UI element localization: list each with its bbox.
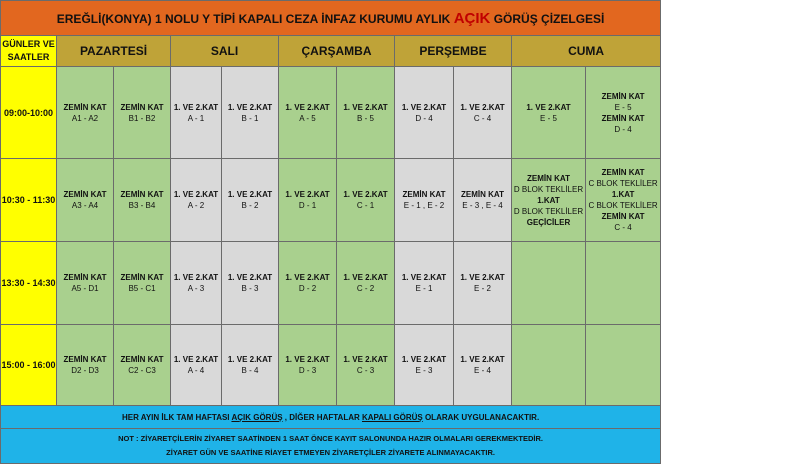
cell-ward: A5 - D1 bbox=[71, 284, 99, 293]
cell-ward: B - 1 bbox=[241, 113, 259, 123]
cell-floor-3: ZEMİN KAT bbox=[601, 212, 645, 221]
cell-floor: 1. VE 2.KAT bbox=[285, 102, 330, 112]
cell-ward: A3 - A4 bbox=[71, 201, 99, 210]
title-prefix: EREĞLİ(KONYA) 1 NOLU Y TİPİ KAPALI CEZA İNFAZ KURUMU AYLIK bbox=[56, 11, 454, 26]
notice-open-visit: AÇIK GÖRÜŞ bbox=[231, 412, 283, 422]
schedule-cell bbox=[586, 159, 661, 242]
schedule-cell bbox=[114, 242, 171, 325]
schedule-cell bbox=[114, 67, 171, 159]
corner-line-2: SAATLER bbox=[7, 52, 50, 62]
cell-floor: 1. VE 2.KAT bbox=[285, 355, 330, 364]
cell-floor: ZEMİN KAT bbox=[120, 190, 164, 199]
cell-floor: ZEMİN KAT bbox=[120, 355, 164, 364]
day-header-friday: CUMA bbox=[512, 36, 661, 67]
cell-floor: ZEMİN KAT bbox=[63, 273, 107, 282]
notice-part-2: , DİĞER HAFTALAR bbox=[282, 412, 362, 422]
cell-ward: C BLOK TEKLİLER bbox=[588, 179, 658, 188]
schedule-cell bbox=[171, 242, 222, 325]
cell-floor: ZEMİN KAT bbox=[402, 190, 446, 199]
cell-ward: D - 1 bbox=[298, 201, 317, 210]
cell-ward: D2 - D3 bbox=[71, 366, 99, 375]
schedule-cell bbox=[454, 67, 512, 159]
cell-floor: 1. VE 2.KAT bbox=[285, 190, 330, 199]
cell-floor: ZEMİN KAT bbox=[120, 273, 164, 282]
cell-floor: 1. VE 2.KAT bbox=[526, 102, 571, 112]
schedule-cell bbox=[171, 325, 222, 406]
cell-ward: C - 4 bbox=[473, 113, 492, 123]
cell-ward: C - 2 bbox=[356, 284, 375, 293]
schedule-cell bbox=[395, 159, 454, 242]
schedule-cell bbox=[57, 242, 114, 325]
cell-floor: ZEMİN KAT bbox=[63, 190, 107, 199]
schedule-cell bbox=[395, 325, 454, 406]
schedule-cell-empty bbox=[586, 242, 661, 325]
cell-ward: E - 1 , E - 2 bbox=[403, 201, 445, 210]
cell-ward: B - 3 bbox=[241, 284, 259, 293]
cell-floor: 1. VE 2.KAT bbox=[173, 355, 219, 364]
cell-ward: B5 - C1 bbox=[128, 284, 156, 293]
cell-floor-2: 1.KAT bbox=[611, 190, 635, 199]
schedule-cell bbox=[171, 67, 222, 159]
schedule-cell bbox=[395, 67, 454, 159]
visit-type-notice bbox=[1, 406, 661, 429]
cell-ward: E - 1 bbox=[415, 284, 433, 293]
cell-floor: ZEMİN KAT bbox=[527, 173, 570, 183]
cell-floor: 1. VE 2.KAT bbox=[227, 102, 273, 112]
schedule-cell bbox=[114, 159, 171, 242]
schedule-cell bbox=[454, 325, 512, 406]
cell-floor: 1. VE 2.KAT bbox=[343, 190, 388, 199]
cell-ward: C - 1 bbox=[356, 201, 375, 210]
schedule-cell bbox=[337, 159, 395, 242]
note-line-1: NOT : ZİYARETÇİLERİN ZİYARET SAATİNDEN 1 SAAT ÖNCE KAYIT SALONUNDA HAZIR OLMALARI GEREKMEKTEDİR. bbox=[118, 434, 544, 443]
cell-ward: E - 3 bbox=[415, 366, 433, 375]
cell-floor: 1. VE 2.KAT bbox=[343, 355, 388, 364]
corner-line-1: GÜNLER VE bbox=[2, 39, 55, 49]
schedule-cell bbox=[586, 67, 661, 159]
cell-floor-2: ZEMİN KAT bbox=[601, 113, 645, 123]
cell-floor: 1. VE 2.KAT bbox=[285, 273, 330, 282]
notice-part-3: OLARAK UYGULANACAKTIR. bbox=[422, 412, 540, 422]
cell-ward: A - 1 bbox=[187, 113, 205, 123]
cell-ward: E - 5 bbox=[614, 102, 632, 112]
cell-floor: ZEMİN KAT bbox=[601, 168, 645, 177]
day-header-tuesday: SALI bbox=[171, 36, 279, 67]
cell-ward-3: C - 4 bbox=[614, 223, 632, 232]
time-row bbox=[1, 325, 661, 406]
schedule-cell bbox=[57, 159, 114, 242]
schedule-cell bbox=[395, 242, 454, 325]
schedule-cell bbox=[454, 242, 512, 325]
cell-floor: 1. VE 2.KAT bbox=[227, 273, 273, 282]
cell-ward: B - 5 bbox=[357, 113, 374, 123]
time-row bbox=[1, 67, 661, 159]
schedule-cell bbox=[171, 159, 222, 242]
schedule-cell bbox=[279, 67, 337, 159]
cell-floor: ZEMİN KAT bbox=[601, 91, 645, 101]
cell-ward: C - 3 bbox=[356, 366, 375, 375]
schedule-cell bbox=[222, 159, 279, 242]
cell-ward-2: D - 4 bbox=[614, 124, 632, 134]
schedule-cell bbox=[222, 325, 279, 406]
notice-part-1: HER AYIN İLK TAM HAFTASI bbox=[121, 412, 232, 422]
cell-floor: ZEMİN KAT bbox=[63, 355, 107, 364]
cell-ward: A - 3 bbox=[187, 284, 205, 293]
cell-ward: A1 - A2 bbox=[71, 113, 99, 123]
schedule-cell bbox=[114, 325, 171, 406]
page-title bbox=[1, 1, 661, 36]
corner-header bbox=[1, 36, 57, 67]
cell-ward: E - 5 bbox=[540, 113, 557, 123]
time-slot-label: 15:00 - 16:00 bbox=[1, 325, 57, 406]
schedule-cell bbox=[337, 325, 395, 406]
schedule-cell-empty bbox=[512, 325, 586, 406]
cell-floor: 1. VE 2.KAT bbox=[227, 190, 273, 199]
cell-floor: 1. VE 2.KAT bbox=[460, 355, 505, 364]
cell-floor: 1. VE 2.KAT bbox=[173, 190, 219, 199]
cell-floor: 1. VE 2.KAT bbox=[343, 273, 388, 282]
cell-floor: 1. VE 2.KAT bbox=[401, 355, 447, 364]
cell-ward: E - 3 , E - 4 bbox=[462, 201, 503, 210]
cell-ward: A - 5 bbox=[299, 113, 316, 123]
schedule-cell bbox=[222, 67, 279, 159]
cell-floor: 1. VE 2.KAT bbox=[460, 102, 505, 112]
cell-floor: 1. VE 2.KAT bbox=[460, 273, 505, 282]
cell-ward: B - 2 bbox=[241, 201, 259, 210]
cell-ward: C2 - C3 bbox=[128, 366, 156, 375]
cell-floor: 1. VE 2.KAT bbox=[401, 102, 447, 112]
title-suffix: GÖRÜŞ ÇİZELGESİ bbox=[490, 11, 605, 26]
cell-ward: D BLOK TEKLİLER bbox=[513, 184, 584, 194]
cell-ward-2: D BLOK TEKLİLER bbox=[513, 206, 584, 216]
schedule-cell bbox=[279, 325, 337, 406]
cell-floor: ZEMİN KAT bbox=[63, 102, 107, 112]
cell-ward: A - 4 bbox=[187, 366, 205, 375]
cell-floor: 1. VE 2.KAT bbox=[227, 355, 273, 364]
time-row bbox=[1, 242, 661, 325]
cell-floor: ZEMİN KAT bbox=[461, 190, 504, 199]
schedule-cell-empty bbox=[512, 242, 586, 325]
notice-closed-visit: KAPALI GÖRÜŞ bbox=[361, 412, 423, 422]
cell-floor: 1. VE 2.KAT bbox=[343, 102, 388, 112]
schedule-cell bbox=[57, 325, 114, 406]
schedule-cell bbox=[512, 159, 586, 242]
cell-ward: D - 3 bbox=[298, 366, 317, 375]
visitor-rules-note bbox=[1, 429, 661, 464]
cell-ward: B3 - B4 bbox=[128, 201, 156, 210]
schedule-cell bbox=[337, 67, 395, 159]
cell-ward: B - 4 bbox=[241, 366, 259, 375]
schedule-cell bbox=[512, 67, 586, 159]
cell-floor: 1. VE 2.KAT bbox=[401, 273, 447, 282]
schedule-cell bbox=[279, 159, 337, 242]
cell-ward-2: C BLOK TEKLİLER bbox=[588, 201, 658, 210]
cell-ward: D - 4 bbox=[415, 113, 433, 123]
time-slot-label: 10:30 - 11:30 bbox=[1, 159, 57, 242]
title-emphasis: AÇIK bbox=[453, 9, 491, 27]
schedule-cell bbox=[57, 67, 114, 159]
schedule-cell bbox=[337, 242, 395, 325]
time-row bbox=[1, 159, 661, 242]
cell-floor: ZEMİN KAT bbox=[120, 102, 164, 112]
time-slot-label: 09:00-10:00 bbox=[1, 67, 57, 159]
cell-ward: E - 4 bbox=[474, 366, 491, 375]
cell-floor: 1. VE 2.KAT bbox=[173, 102, 219, 112]
day-header-thursday: PERŞEMBE bbox=[395, 36, 512, 67]
cell-ward: B1 - B2 bbox=[128, 113, 156, 123]
cell-ward: E - 2 bbox=[474, 284, 491, 293]
day-header-monday: PAZARTESİ bbox=[57, 36, 171, 67]
day-header-wednesday: ÇARŞAMBA bbox=[279, 36, 395, 67]
note-line-2: ZİYARET GÜN VE SAATİNE RİAYET ETMEYEN ZİYARETÇİLER ZİYARETE ALINMAYACAKTIR. bbox=[166, 448, 495, 457]
cell-ward: D - 2 bbox=[298, 284, 317, 293]
cell-floor: 1. VE 2.KAT bbox=[173, 273, 219, 282]
cell-floor-2: 1.KAT bbox=[537, 195, 560, 205]
schedule-cell bbox=[454, 159, 512, 242]
schedule-cell-empty bbox=[586, 325, 661, 406]
cell-floor-3: GEÇİCİLER bbox=[526, 217, 571, 227]
time-slot-label: 13:30 - 14:30 bbox=[1, 242, 57, 325]
schedule-cell bbox=[279, 242, 337, 325]
cell-ward: A - 2 bbox=[187, 201, 205, 210]
schedule-cell bbox=[222, 242, 279, 325]
